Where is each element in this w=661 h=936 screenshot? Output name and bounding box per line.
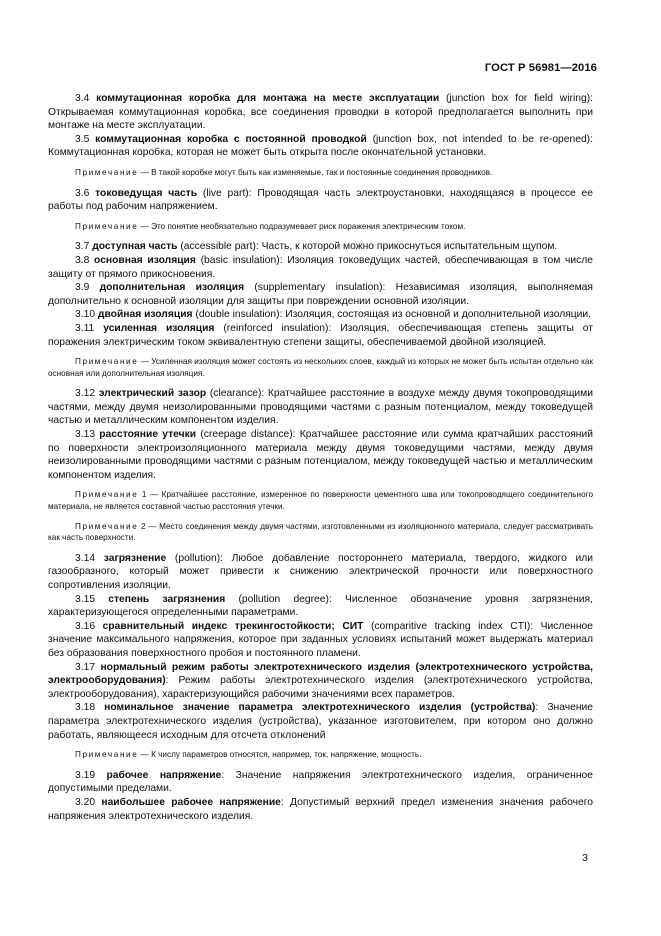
clause-number: 3.14 (75, 552, 96, 564)
defined-term: загрязнение (103, 552, 167, 564)
definition-text: (clearance): Кратчайшее расстояние в воздухе между двумя токопроводящими частями, между двумя неизолированными проводящими частями с разным потенциалом, между токоведущей частью и металлическим компонентом изделия. (48, 388, 593, 427)
note-label: Примечание (75, 221, 139, 231)
definition-text: (basic insulation): Изоляция токоведущих частей, обеспечивающая в том числе защиту от прямого прикосновения. (48, 254, 593, 280)
definition-text: (junction box, not intended to be re-opened): Коммутационная коробка, которая не может быть открыта после окончательной установки. (48, 133, 593, 159)
clause-number: 3.15 (75, 593, 96, 605)
clause-number: 3.20 (75, 796, 96, 808)
definition-paragraph (48, 428, 593, 482)
defined-term: двойная изоляция (97, 309, 193, 321)
defined-term: основная изоляция (94, 254, 196, 266)
clause-number: 3.12 (75, 388, 96, 400)
definition-text: (supplementary insulation): Независимая изоляция, выполняемая дополнительно к основной изоляции для защиты при повреждении основной изоляции. (48, 282, 593, 307)
defined-term: расстояние утечки (99, 429, 197, 441)
defined-term: нормальный режим работы электротехнического изделия (электротехнического устройства, электрооборудования) (48, 661, 593, 687)
note-text: 1 — Кратчайшее расстояние, измеренное по поверхности цементного шва или токопроводящего соединительного материала, не является составной частью расстояния утечки. (48, 490, 593, 512)
definition-text: (pollution): Любое добавление постороннего материала, твердого, жидкого или газообразного, который может привести к снижению электрической прочности или поверхностного сопротивления изоляции. (48, 552, 593, 591)
note-label: Примечание (75, 750, 139, 760)
page-number: 3 (582, 852, 588, 864)
clause-number: 3.9 (75, 282, 90, 294)
defined-term: наибольшее рабочее напряжение (101, 796, 281, 808)
definition-text: (pollution degree): Численное обозначение уровня загрязнения, характеризующегося определенными параметрами. (48, 593, 593, 619)
clause-number: 3.11 (75, 322, 95, 334)
note-label: Примечание (75, 521, 139, 531)
definition-text: (double insulation): Изоляция, состоящая из основной и дополнительной изоляции. (192, 309, 592, 321)
definition-text: : Значение параметра электротехнического изделия (устройства), указанное изготовителем, при котором оно должно работать, являющееся исходным для отсчета отклонений (48, 702, 593, 741)
defined-term: номинальное значение параметра электротехнического изделия (устройства) (104, 702, 536, 714)
defined-term: дополнительная изоляция (99, 282, 245, 294)
clause-number: 3.18 (75, 702, 96, 714)
note-text: — В такой коробке могут быть как изменяемые, так и постоянные соединения проводников. (138, 167, 493, 177)
standard-header: ГОСТ Р 56981—2016 (484, 62, 597, 74)
definition-paragraph (48, 387, 593, 428)
note-label: Примечание (75, 167, 139, 177)
clause-number: 3.16 (75, 620, 96, 632)
defined-term: сравнительный индекс трекингостойкости; СИТ (102, 620, 364, 632)
defined-term: усиленная изоляция (103, 322, 215, 334)
definition-text: (creepage distance): Кратчайшее расстояние или сумма кратчайших расстояний по поверхности электроизоляционного материала между двумя токоведущими частями, между двумя неизолированными проводящими частями с разным потенциалом, между токоведущей частью и металлическим компонентом изделия. (48, 429, 593, 481)
note-label: Примечание (75, 357, 139, 367)
definition-paragraph (48, 661, 593, 702)
clause-number: 3.17 (75, 661, 96, 673)
defined-term: токоведущая часть (95, 187, 198, 199)
note-text: — К числу параметров относятся, например, ток, напряжение, мощность. (138, 750, 422, 760)
defined-term: степень загрязнения (108, 593, 226, 605)
clause-number: 3.10 (75, 309, 96, 321)
definition-text: : Значение напряжения электротехнического изделия, ограниченное допустимыми пределами. (48, 769, 593, 795)
defined-term: коммутационная коробка с постоянной проводкой (95, 133, 367, 145)
clause-number: 3.4 (75, 93, 90, 104)
definition-paragraph (48, 308, 593, 322)
definition-paragraph (48, 187, 593, 214)
note-text: 2 — Место соединения между двумя частями, изготовленными из изоляционного материала, следует рассматривать как часть поверхности. (48, 521, 593, 543)
defined-term: коммутационная коробка для монтажа на месте эксплуатации (96, 93, 440, 104)
defined-term: доступная часть (92, 241, 178, 253)
note-label: Примечание (75, 490, 139, 500)
definition-text: (junction box for field wiring): Открываемая коммутационная коробка, все соединения проводки в которой предполагается выполнить при монтаже на месте эксплуатации. (48, 93, 593, 132)
definition-paragraph (48, 254, 593, 281)
defined-term: электрический зазор (98, 388, 207, 400)
clause-number: 3.13 (75, 429, 96, 441)
note-paragraph (48, 221, 593, 233)
clause-number: 3.19 (75, 769, 96, 781)
definition-paragraph (48, 769, 593, 796)
definition-text: (accessible part): Часть, к которой можно прикоснуться испытательным щупом. (177, 241, 558, 253)
note-text: — Усиленная изоляция может состоять из нескольких слоев, каждый из которых не может быть испытан отдельно как основная или дополнительная изоляция. (48, 357, 593, 378)
definition-paragraph (48, 281, 593, 308)
definition-text: (comparitive tracking index CTI): Численное значение максимального напряжения, которое при заданных условиях испытаний может выдержать материал без образования поверхностного пробоя и постоянного пламени. (48, 620, 593, 659)
definition-text: (live part): Проводящая часть электроустановки, находящаяся в процессе ее работы под рабочим напряжением. (48, 187, 593, 213)
definition-paragraph (48, 701, 593, 742)
clause-number: 3.8 (75, 254, 90, 266)
note-paragraph (48, 167, 593, 179)
note-paragraph (48, 489, 593, 512)
note-paragraph (48, 521, 593, 544)
definition-text: (reinforced insulation): Изоляция, обеспечивающая степень защиты от поражения электрическим током эквивалентную степени защиты, обеспечиваемой двойной изоляцией. (48, 322, 593, 348)
document-body (48, 92, 593, 823)
definition-paragraph (48, 796, 593, 823)
definition-paragraph (48, 133, 593, 160)
definition-paragraph (48, 552, 593, 593)
defined-term: рабочее напряжение (106, 769, 222, 781)
clause-number: 3.6 (75, 187, 90, 199)
definition-paragraph (48, 240, 593, 254)
clause-number: 3.7 (75, 241, 90, 253)
definition-paragraph (48, 322, 593, 349)
definition-paragraph (48, 92, 593, 133)
note-text: — Это понятие необязательно подразумевает риск поражения электрическим током. (138, 221, 466, 231)
definition-paragraph (48, 620, 593, 661)
definition-text: : Режим работы электротехнического изделия (электротехнического устройства, электрооборудования), характеризующийся рабочими значениями всех параметров. (48, 675, 593, 700)
clause-number: 3.5 (75, 133, 90, 145)
note-paragraph (48, 356, 593, 379)
note-paragraph (48, 749, 593, 761)
definition-paragraph (48, 593, 593, 620)
definition-text: : Допустимый верхний предел изменения значения рабочего напряжения электротехнического изделия. (48, 796, 593, 822)
